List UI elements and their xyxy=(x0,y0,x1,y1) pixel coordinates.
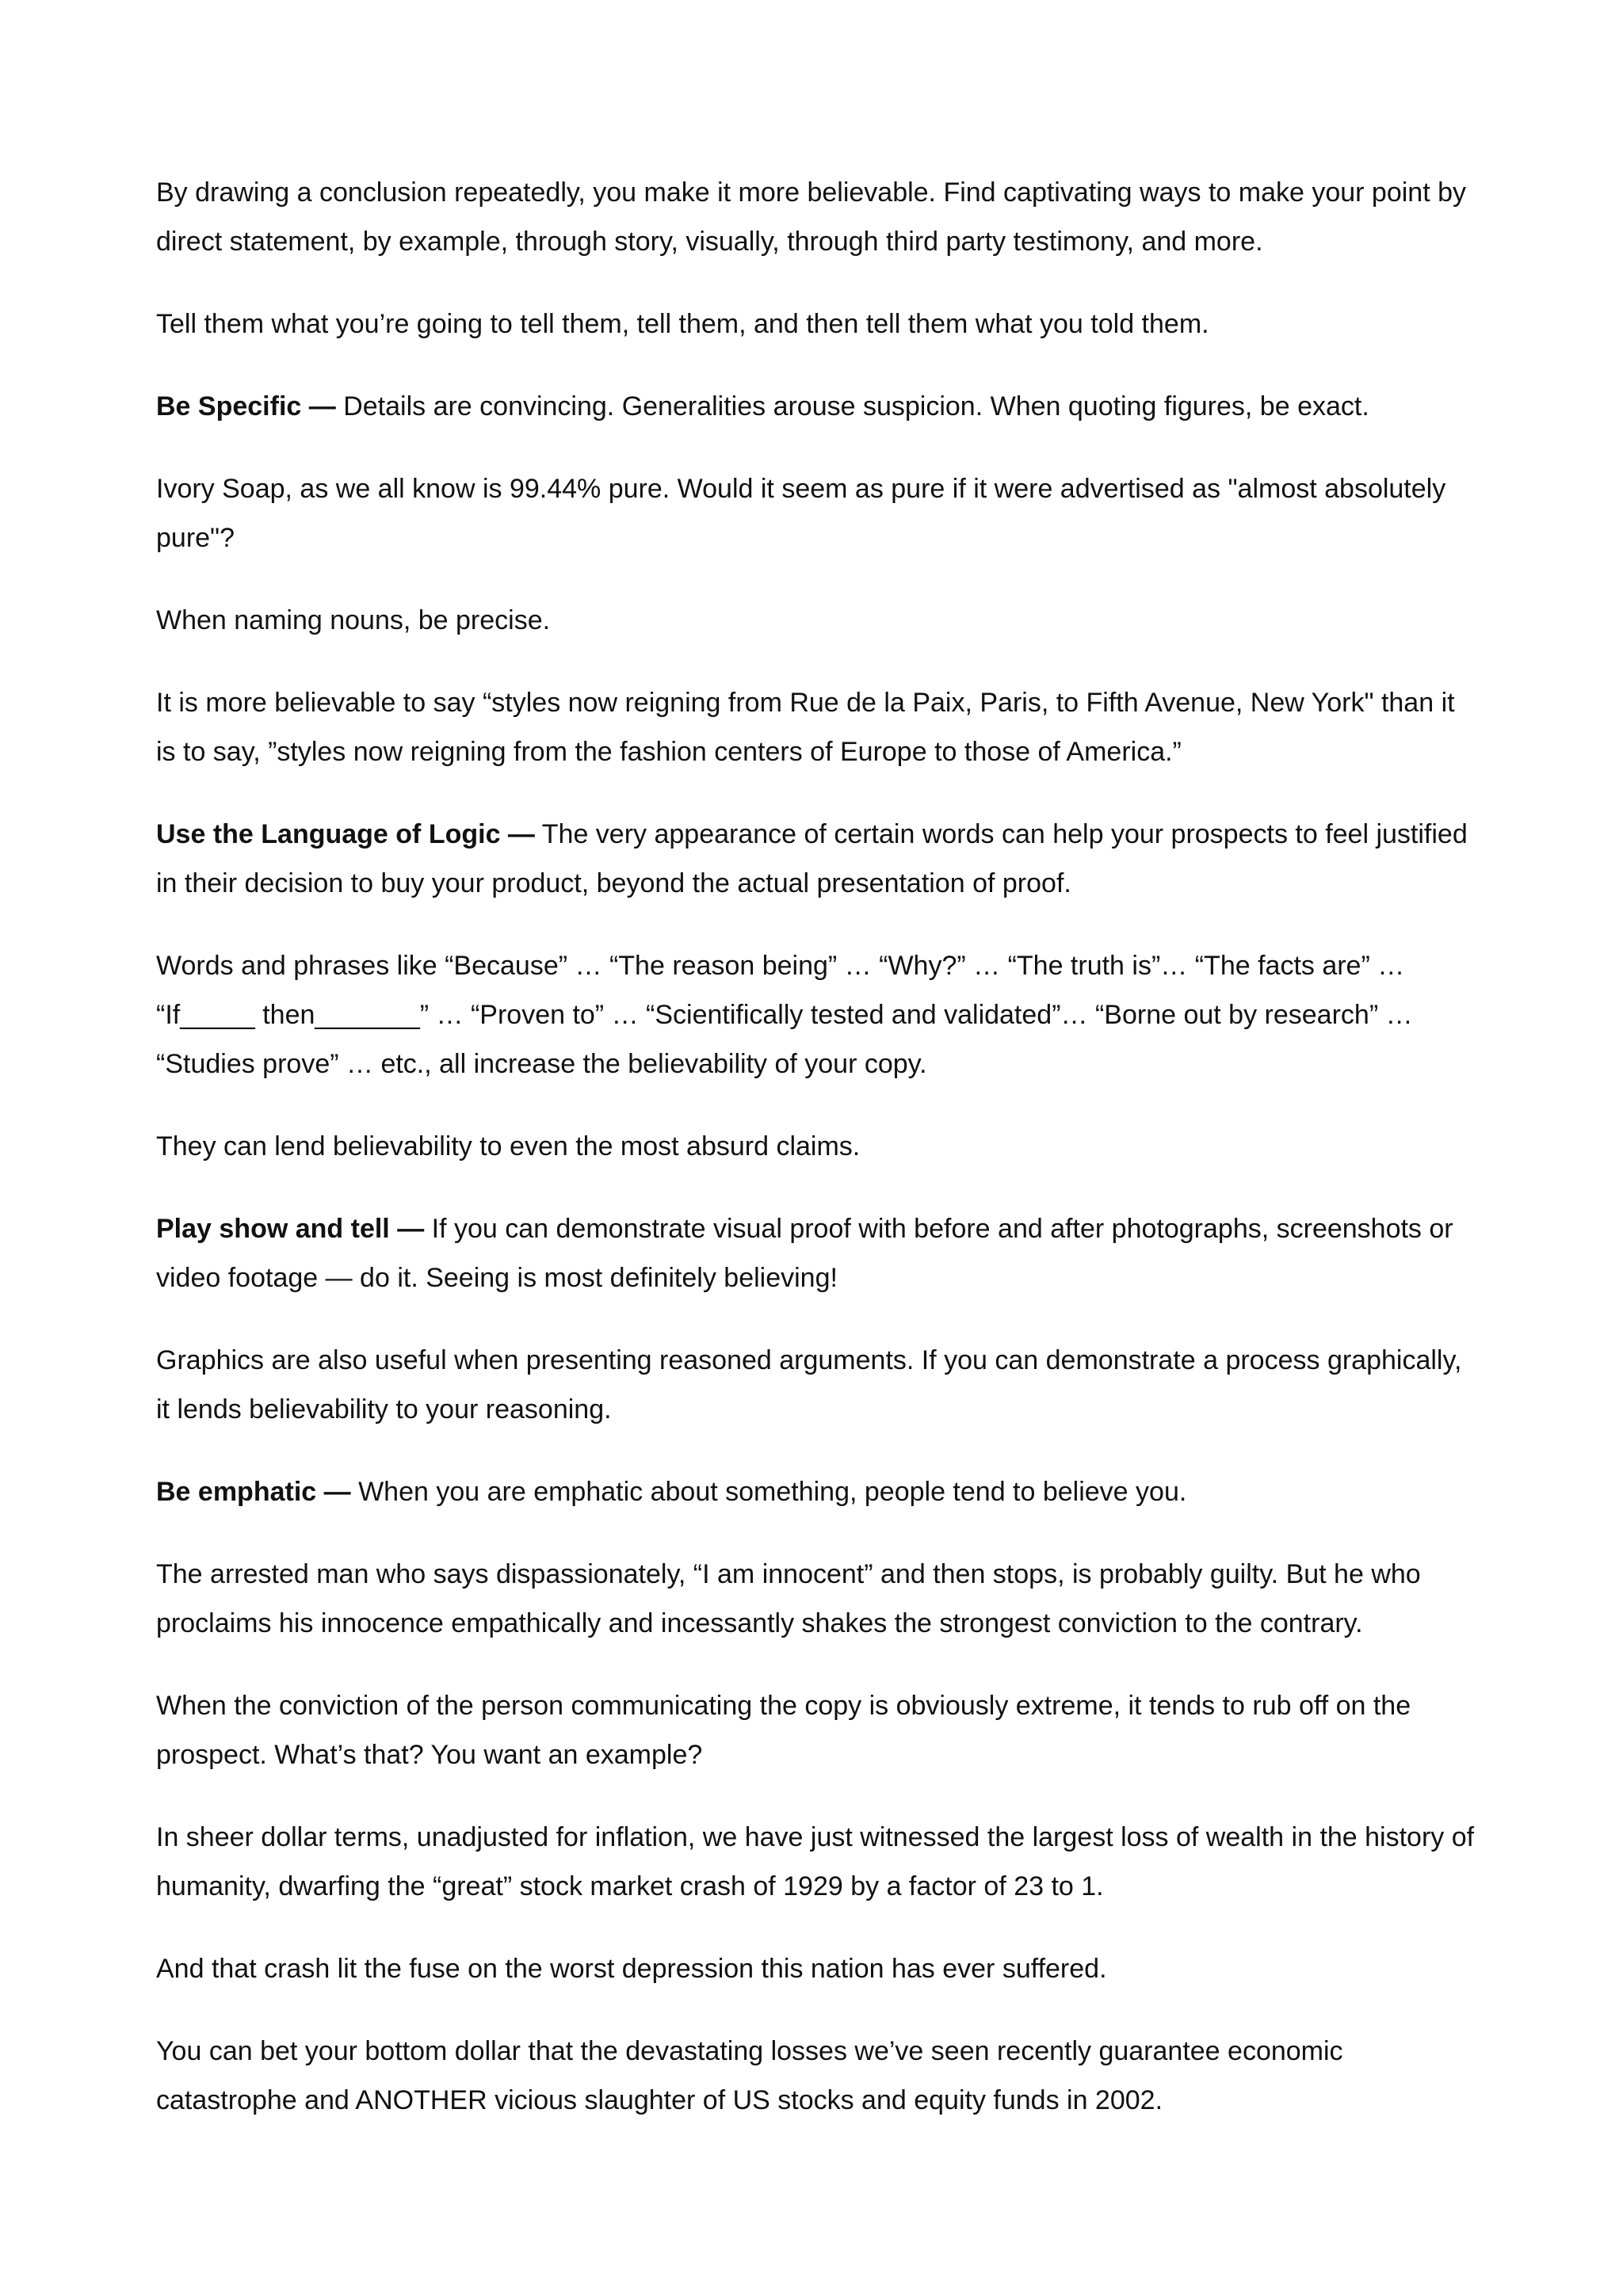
paragraph-13-text: The arrested man who says dispassionately, “I am innocent” and then stops, is probably guilty. But he who proclaims his innocence empathically and incessantly shakes the strongest conviction to the contrary. xyxy=(156,1559,1421,1638)
paragraph-13 xyxy=(156,1550,1480,1648)
paragraph-7-heading: Use the Language of Logic — xyxy=(156,819,535,849)
paragraph-16 xyxy=(156,1944,1480,1993)
paragraph-7 xyxy=(156,810,1480,908)
paragraph-6 xyxy=(156,678,1480,776)
paragraph-5-text: When naming nouns, be precise. xyxy=(156,605,551,635)
paragraph-10 xyxy=(156,1204,1480,1302)
paragraph-7-text: The very appearance of certain words can help your prospects to feel justified in their decision to buy your product, beyond the actual presentation of proof. xyxy=(156,819,1468,898)
paragraph-8 xyxy=(156,941,1480,1089)
paragraph-3-heading: Be Specific — xyxy=(156,391,336,421)
paragraph-15 xyxy=(156,1813,1480,1911)
paragraph-12-text: When you are emphatic about something, people tend to believe you. xyxy=(350,1477,1187,1507)
paragraph-14-text: When the conviction of the person communicating the copy is obviously extreme, it tends to rub off on the prospect. What’s that? You want an example? xyxy=(156,1691,1411,1770)
paragraph-15-text: In sheer dollar terms, unadjusted for inflation, we have just witnessed the largest loss of wealth in the history of humanity, dwarfing the “great” stock market crash of 1929 by a factor of 23 to 1. xyxy=(156,1822,1475,1901)
paragraph-9-text: They can lend believability to even the most absurd claims. xyxy=(156,1131,861,1161)
paragraph-10-heading: Play show and tell — xyxy=(156,1214,425,1244)
paragraph-17 xyxy=(156,2027,1480,2125)
paragraph-2 xyxy=(156,299,1480,349)
paragraph-6-text: It is more believable to say “styles now reigning from Rue de la Paix, Paris, to Fifth Avenue, New York" than it is to say, ”styles now reigning from the fashion centers of Europe to those of America.” xyxy=(156,688,1455,767)
paragraph-1-text: By drawing a conclusion repeatedly, you make it more believable. Find captivating ways to make your point by direct statement, by example, through story, visually, through third party testimony, and more. xyxy=(156,177,1467,257)
paragraph-4 xyxy=(156,464,1480,563)
paragraph-12 xyxy=(156,1467,1480,1516)
paragraph-10-text: If you can demonstrate visual proof with before and after photographs, screenshots or video footage — do it. Seeing is most definitely believing! xyxy=(156,1214,1453,1293)
paragraph-3-text: Details are convincing. Generalities arouse suspicion. When quoting figures, be exact. xyxy=(335,391,1369,421)
paragraph-12-heading: Be emphatic — xyxy=(156,1477,351,1507)
paragraph-16-text: And that crash lit the fuse on the worst depression this nation has ever suffered. xyxy=(156,1954,1107,1984)
paragraph-11-text: Graphics are also useful when presenting reasoned arguments. If you can demonstrate a process graphically, it lends believability to your reasoning. xyxy=(156,1345,1462,1425)
paragraph-17-text: You can bet your bottom dollar that the devastating losses we’ve seen recently guarantee economic catastrophe and ANOTHER vicious slaughter of US stocks and equity funds in 2002. xyxy=(156,2036,1343,2115)
paragraph-9 xyxy=(156,1122,1480,1171)
paragraph-11 xyxy=(156,1336,1480,1434)
paragraph-14 xyxy=(156,1681,1480,1779)
paragraph-4-text: Ivory Soap, as we all know is 99.44% pure. Would it seem as pure if it were advertised as "almost absolutely pure"? xyxy=(156,474,1446,553)
paragraph-1 xyxy=(156,168,1480,266)
paragraph-8-text: Words and phrases like “Because” … “The reason being” … “Why?” … “The truth is”… “The facts are” … “If_____ then_______” … “Proven to” … “Scientifically tested and validated”… “Borne out by research” … “Studies prove” … etc., all increase the believability of your copy. xyxy=(156,951,1413,1079)
paragraph-2-text: Tell them what you’re going to tell them, tell them, and then tell them what you told them. xyxy=(156,309,1209,339)
paragraph-5 xyxy=(156,596,1480,645)
paragraph-3 xyxy=(156,382,1480,431)
